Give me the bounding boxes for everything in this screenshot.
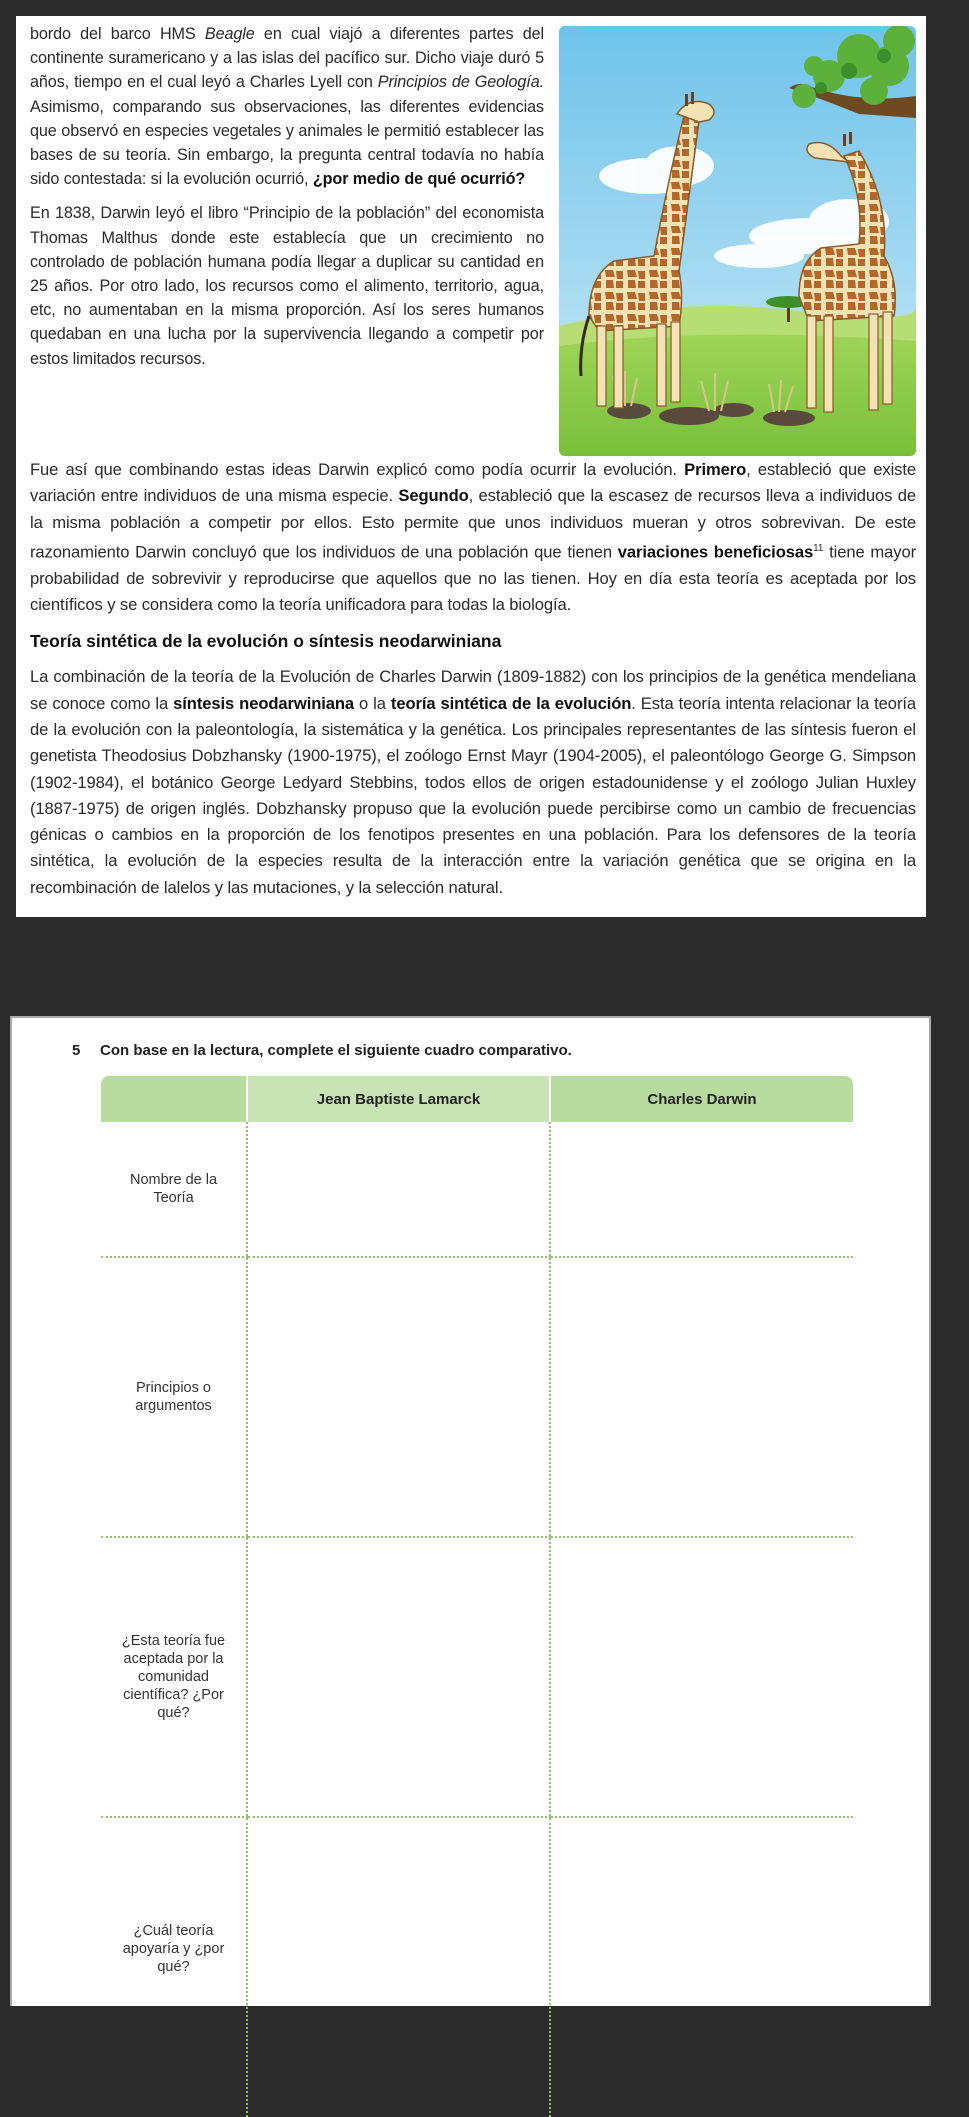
answer-cell-lamarck-principles[interactable] <box>247 1257 550 1537</box>
exercise-text: Con base en la lectura, complete el siguiente cuadro comparativo. <box>100 1042 572 1059</box>
comparison-table <box>101 1076 853 2117</box>
row-label-acceptance: ¿Esta teoría fue aceptada por la comunidad científica? ¿Por qué? <box>101 1537 247 1817</box>
answer-cell-lamarck-support[interactable] <box>247 1817 550 2117</box>
table-row <box>101 1122 853 1257</box>
giraffes-illustration <box>559 26 916 456</box>
row-label-principles: Principios o argumentos <box>101 1257 247 1537</box>
answer-cell-darwin-principles[interactable] <box>550 1257 853 1537</box>
paragraph-beagle-voyage: bordo del barco HMS Beagle en cual viajó a diferentes partes del continente suramericano y a las islas del pacífico sur. Dicho viaje duró 5 años, tiempo en el cual leyó a Charles Lyell con Principios de Geología. Asimismo, comparando sus observaciones, las diferentes evidencias que observó en especies vegetales y animales le permitió establecer las bases de su teoría. Sin embargo, la pregunta central todavía no había sido contestada: si la evolución ocurrió, ¿por medio de qué ocurrió? <box>30 25 545 189</box>
textbook-page-exercise <box>10 1016 931 2006</box>
table-row <box>101 1537 853 1817</box>
header-lamarck: Jean Baptiste Lamarck <box>247 1076 550 1122</box>
answer-cell-darwin-acceptance[interactable] <box>550 1537 853 1817</box>
section-heading: Teoría sintética de la evolución o síntesis neodarwiniana <box>30 631 502 652</box>
exercise-prompt <box>72 1042 572 1059</box>
header-darwin: Charles Darwin <box>550 1076 853 1122</box>
textbook-page-reading <box>16 16 926 917</box>
answer-cell-darwin-support[interactable] <box>550 1817 853 2117</box>
table-row <box>101 1817 853 2117</box>
reading-narrow-column <box>30 22 544 371</box>
row-label-theory-name: Nombre de la Teoría <box>101 1122 247 1257</box>
table-row <box>101 1257 853 1537</box>
answer-cell-lamarck-acceptance[interactable] <box>247 1537 550 1817</box>
answer-cell-darwin-theory-name[interactable] <box>550 1122 853 1257</box>
reading-full-width <box>30 457 916 901</box>
paragraph-synthesis: La combinación de la teoría de la Evolución de Charles Darwin (1809-1882) con los principios de la genética mendeliana se conoce como la síntesis neodarwiniana o la teoría sintética de la evolución. Esta teoría intenta relacionar la teoría de la evolución con la paleontología, la sistemática y la genética. Los principales representantes de las síntesis fueron el genetista Theodosius Dobzhansky (1900-1975), el zoólogo Ernst Mayr (1904-2005), el paleontólogo George G. Simpson (1902-1984), el botánico George Ledyard Stebbins, todos ellos de origen estadounidense y el zoólogo Julian Huxley (1887-1975) de origen inglés. Dobzhansky propuso que la evolución puede percibirse como un cambio de frecuencias génicas o cambios en la proporción de los fenotipos presentes en una población. Para los defensores de la teoría sintética, la evolución de la especies resulta de la interacción entre la variación genética que se origina en la recombinación de lalelos y las mutaciones, y la selección natural. <box>30 667 917 897</box>
paragraph-malthus: En 1838, Darwin leyó el libro “Principio de la población” del economista Thomas Malthus donde este establecía que un crecimiento no controlado de población humana podía llegar a duplicar su cantidad en 25 años. Por otro lado, los recursos como el alimento, territorio, agua, etc, no aumentaban en la misma proporción. Así los seres humanos quedaban en una lucha por la supervivencia llegando a competir por estos limitados recursos. <box>30 204 544 368</box>
exercise-number: 5 <box>72 1042 81 1059</box>
header-empty-cell <box>101 1076 247 1122</box>
paragraph-darwin-explanation: Fue así que combinando estas ideas Darwin explicó como podía ocurrir la evolución. Primero, estableció que existe variación entre individuos de una misma especie. Segundo, estableció que la escasez de recursos lleva a individuos de la misma población a competir por ellos. Esto permite que unos individuos mueran y otros sobrevivan. De este razonamiento Darwin concluyó que los individuos de una población que tienen variaciones beneficiosas$^{11}$ tiene mayor probabilidad de sobrevivir y reproducirse que aquellos que no las tienen. Hoy en día esta teoría es aceptada por los científicos y se considera como la teoría unificadora para todas la biología. <box>30 460 916 615</box>
answer-cell-lamarck-theory-name[interactable] <box>247 1122 550 1257</box>
row-label-which-theory: ¿Cuál teoría apoyaría y ¿por qué? <box>122 1923 225 1975</box>
